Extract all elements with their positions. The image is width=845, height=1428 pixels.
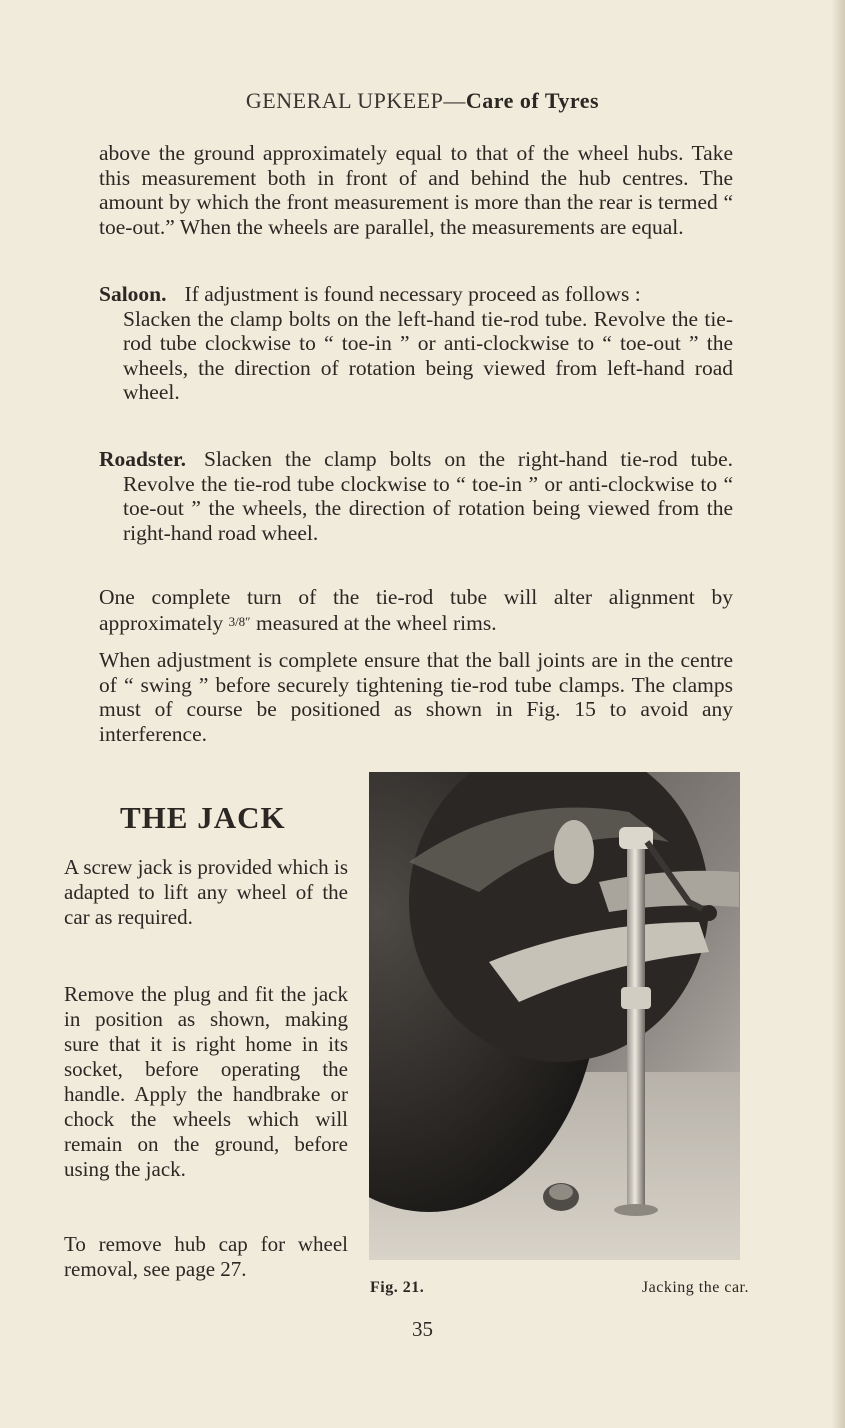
paragraph-adjustment: When adjustment is complete ensure that the ball joints are in the centre of “ swing ” before securely tightening tie-rod tube clamps. The clamps must of course be positioned as shown in Fig. 15 to avoid any interference.: [99, 648, 733, 746]
jack-heading: THE JACK: [120, 800, 286, 835]
saloon-lead-line: [99, 282, 733, 307]
page-edge-shadow: [831, 0, 845, 1428]
figure-label: Fig. 21.: [370, 1279, 425, 1296]
saloon-text: Slacken the clamp bolts on the left-hand tie-rod tube. Revolve the tie-rod tube clockwise to “ toe-in ” or anti-clockwise to “ toe-out ” the wheels, the direction of rotation being viewed from left-hand road wheel.: [123, 306, 733, 404]
turn-text-after: measured at the wheel rims.: [255, 610, 497, 635]
roadster-block: [99, 447, 733, 545]
jack-paragraph-1: A screw jack is provided which is adapted to lift any wheel of the car as required.: [64, 855, 348, 929]
running-head-subsection: Care of Tyres: [465, 88, 600, 113]
running-head-section: GENERAL UPKEEP: [245, 88, 444, 113]
paragraph-intro: above the ground approximately equal to that of the wheel hubs. Take this measurement both in front of and behind the hub centres. The amount by which the front measurement is more than the rear is termed “ toe-out.” When the wheels are parallel, the measurements are equal.: [99, 141, 733, 239]
jack-photo-illustration: [369, 772, 740, 1260]
paragraph-saloon: [99, 282, 733, 405]
paragraph-roadster: [99, 447, 733, 545]
figure-caption: Jacking the car.: [641, 1279, 749, 1296]
jack-paragraph-2: Remove the plug and fit the jack in position as shown, making sure that it is right home in its socket, before operating the handle. Apply the handbrake or chock the wheels which will remain on the ground, before using the jack.: [64, 982, 348, 1181]
running-head: [0, 88, 845, 114]
roadster-text: Slacken the clamp bolts on the right-hand tie-rod tube. Revolve the tie-rod tube clockwise to “ toe-in ” or anti-clockwise to “ toe-out ” the wheels, the direction of rotation being viewed from the right-hand road wheel.: [123, 447, 733, 545]
turn-fraction: 3/8″: [228, 613, 251, 629]
running-head-dash: —: [443, 88, 466, 113]
saloon-lead: If adjustment is found necessary proceed as follows :: [184, 282, 641, 306]
roadster-label: Roadster.: [99, 447, 186, 471]
jack-photograph: [369, 772, 740, 1260]
saloon-label: Saloon.: [99, 282, 167, 306]
paragraph-tie-rod-turn: [99, 585, 733, 635]
page-number: 35: [412, 1317, 433, 1341]
jack-paragraph-3: To remove hub cap for wheel removal, see page 27.: [64, 1232, 348, 1281]
turn-text-before: One complete turn of the tie-rod tube will alter alignment by approximately: [99, 585, 733, 635]
